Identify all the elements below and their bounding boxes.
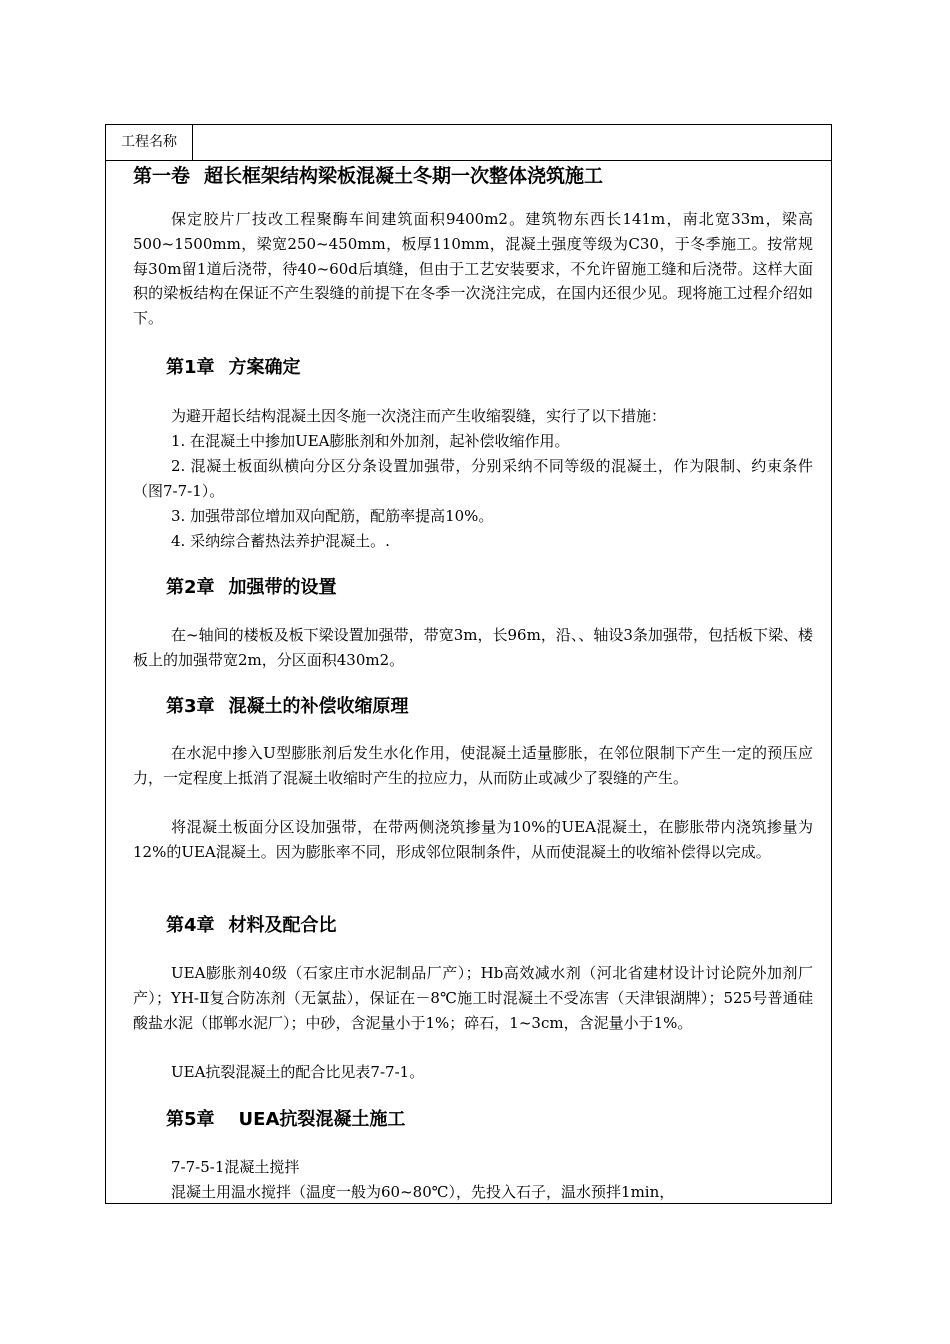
chapter-4-title: 材料及配合比 xyxy=(228,915,337,936)
chapter-1-title: 方案确定 xyxy=(228,357,301,378)
chapter-1-lead: 为避开超长结构混凝土因冬施一次浇注而产生收缩裂缝，实行了以下措施： xyxy=(171,407,667,425)
chapter-1-number: 第1章 xyxy=(166,357,215,378)
chapter-4-paragraph-1: UEA膨胀剂40级（石家庄市水泥制品厂产）；Hb高效减水剂（河北省建材设计讨论院外加剂厂产）；YH-Ⅱ复合防冻剂（无氯盐），保证在－8℃施工时混凝土不受冻害（天津银湖牌）；525号普通硅酸盐水泥（邯郸水泥厂）；中砂，含泥量小于1%；碎石，1~3cm，含泥量小于1%。 xyxy=(133,964,813,1032)
chapter-1-item-2: 2. 混凝土板面纵横向分区分条设置加强带，分别采纳不同等级的混凝土，作为限制、约束条件（图7-7-1）。 xyxy=(133,457,813,500)
chapter-5-heading xyxy=(166,1107,405,1133)
chapter-1-item-3: 3. 加强带部位增加双向配筋，配筋率提高10%。 xyxy=(171,507,494,525)
chapter-3-number: 第3章 xyxy=(166,696,215,717)
chapter-5-paragraph-1: 混凝土用温水搅拌（温度一般为60~80℃），先投入石子，温水预拌1min， xyxy=(171,1183,675,1201)
intro-paragraph: 保定胶片厂技改工程聚酶车间建筑面积9400m2。建筑物东西长141m，南北宽33m，梁高500~1500mm，梁宽250~450mm，板厚110mm，混凝土强度等级为C30，于冬季施工。按常规每30m留1道后浇带，待40~60d后填缝，但由于工艺安装要求，不允许留施工缝和后浇带。这样大面积的梁板结构在保证不产生裂缝的前提下在冬季一次浇注完成，在国内还很少见。现将施工过程介绍如下。 xyxy=(133,210,813,328)
project-name-label: 工程名称 xyxy=(106,125,193,160)
project-name-row xyxy=(106,125,831,161)
chapter-4-number: 第4章 xyxy=(166,915,215,936)
chapter-3-heading xyxy=(166,694,409,720)
chapter-4-heading xyxy=(166,913,337,939)
volume-number: 第一卷 xyxy=(133,165,191,187)
volume-title-text: 超长框架结构梁板混凝土冬期一次整体浇筑施工 xyxy=(204,165,604,187)
chapter-2-heading xyxy=(166,575,337,601)
chapter-1-heading xyxy=(166,355,301,381)
chapter-2-paragraph: 在~轴间的楼板及板下梁设置加强带，带宽3m，长96m，沿、、轴设3条加强带，包括板下梁、楼板上的加强带宽2m，分区面积430m2。 xyxy=(133,626,813,669)
document-frame xyxy=(105,124,832,1204)
chapter-1-item-4: 4. 采纳综合蓄热法养护混凝土。. xyxy=(171,532,390,550)
volume-title xyxy=(133,163,603,189)
chapter-1-item-1: 1. 在混凝土中掺加UEA膨胀剂和外加剂，起补偿收缩作用。 xyxy=(171,432,570,450)
chapter-5-number: 第5章 xyxy=(166,1109,215,1130)
chapter-2-number: 第2章 xyxy=(166,577,215,598)
chapter-4-paragraph-2: UEA抗裂混凝土的配合比见表7-7-1。 xyxy=(171,1063,425,1081)
chapter-3-paragraph-2: 将混凝土板面分区设加强带，在带两侧浇筑掺量为10%的UEA混凝土，在膨胀带内浇筑掺量为12%的UEA混凝土。因为膨胀率不同，形成邻位限制条件，从而使混凝土的收缩补偿得以完成。 xyxy=(133,818,813,861)
chapter-3-title: 混凝土的补偿收缩原理 xyxy=(228,696,409,717)
chapter-5-subheading: 7-7-5-1混凝土搅拌 xyxy=(171,1158,300,1176)
chapter-2-title: 加强带的设置 xyxy=(228,577,337,598)
chapter-5-title: UEA抗裂混凝土施工 xyxy=(238,1109,406,1130)
chapter-3-paragraph-1: 在水泥中掺入U型膨胀剂后发生水化作用，使混凝土适量膨胀，在邻位限制下产生一定的预压应力，一定程度上抵消了混凝土收缩时产生的拉应力，从而防止或减少了裂缝的产生。 xyxy=(133,744,813,787)
